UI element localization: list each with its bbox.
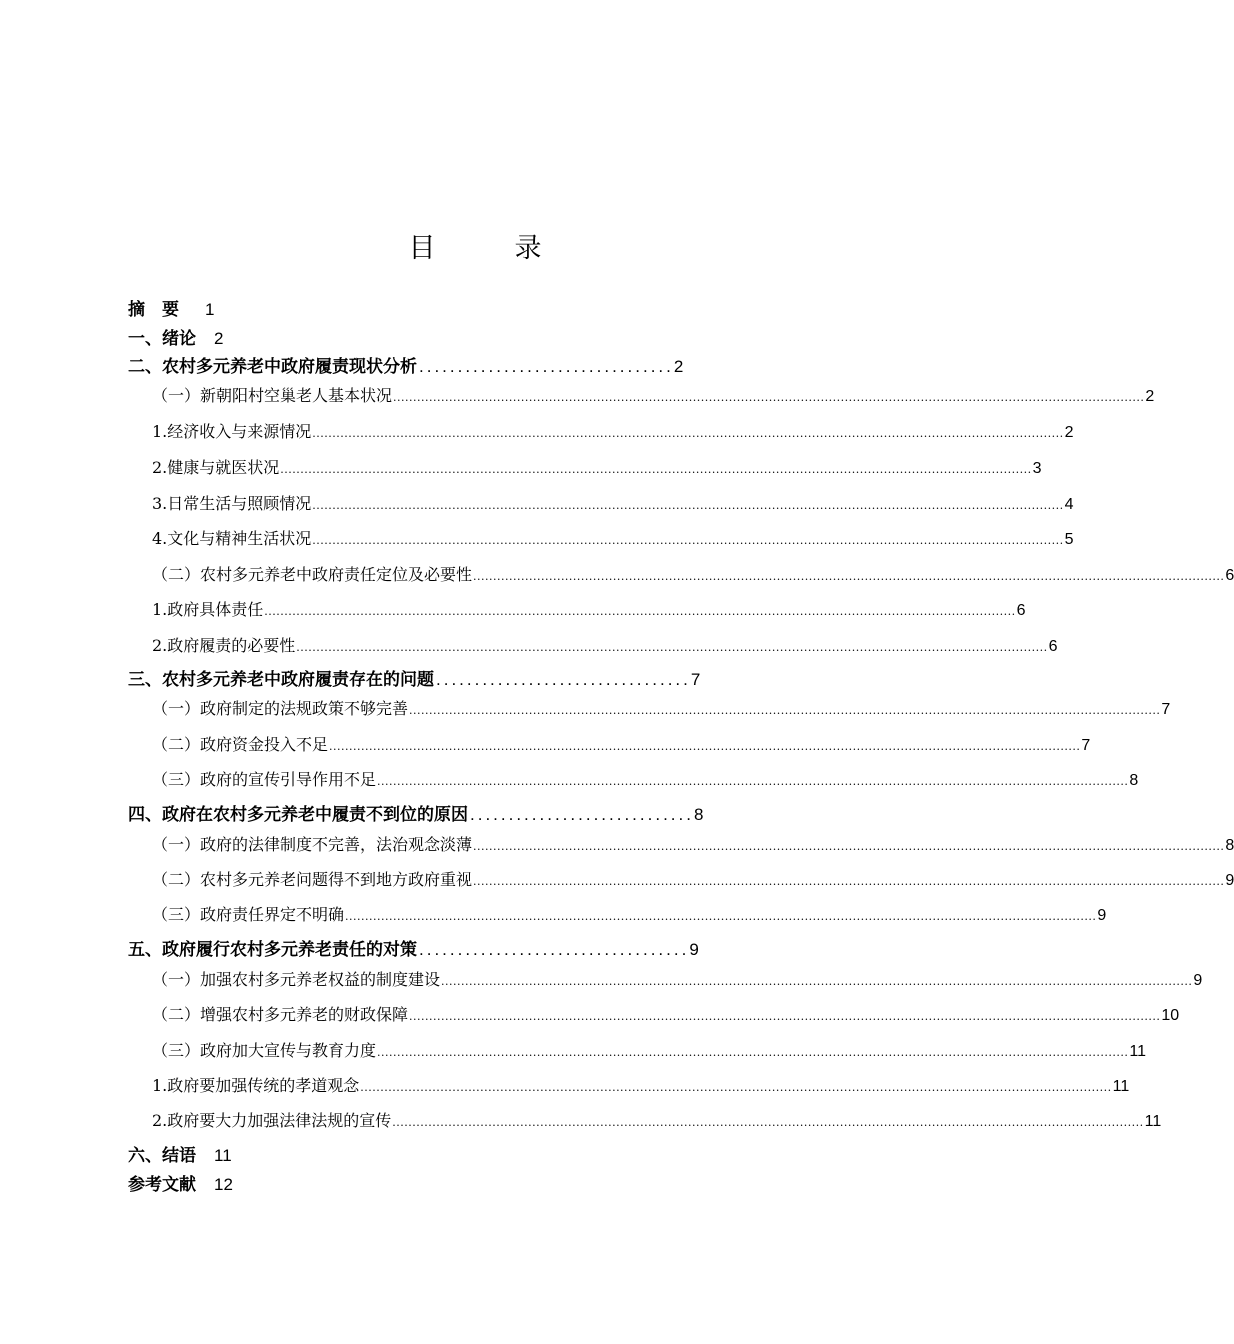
toc-leader-dots: ............................................................................................................................................................................................ (409, 704, 1161, 717)
toc-entry-page: 3 (1032, 460, 1042, 477)
toc-leader-dots: ............................................................................................................................................................................................ (312, 499, 1064, 512)
toc-entry-5-1[interactable] (152, 967, 1203, 990)
toc-entry-4-3[interactable] (152, 902, 1107, 925)
toc-entry-label: 四、政府在农村多元养老中履责不到位的原因 (128, 805, 468, 825)
toc-entry-page: 2 (1145, 388, 1155, 405)
toc-leader-dots: ............................................................................................................................................................................................ (473, 840, 1225, 853)
toc-entry-4-2[interactable] (152, 867, 1234, 890)
toc-leader-dots: ............................. (470, 805, 694, 824)
toc-entry-4-1[interactable] (152, 832, 1234, 855)
toc-entry-page: 7 (1081, 737, 1091, 754)
toc-entry-page: 8 (1129, 772, 1139, 789)
toc-leader-dots: ............................................................................................................................................................................................ (473, 875, 1225, 888)
toc-entry-page: 2 (1064, 424, 1074, 441)
toc-entry-5-3-1[interactable] (152, 1073, 1130, 1096)
toc-entry-label: 2.政府要大力加强法律法规的宣传 (152, 1111, 392, 1130)
toc-leader-dots: ............................................................................................................................................................................................ (360, 1081, 1112, 1094)
toc-leader-dots: ............................................................................................................................................................................................ (280, 463, 1032, 476)
toc-entry-page: 2 (214, 329, 224, 348)
toc-entry-2-2[interactable] (152, 562, 1234, 585)
toc-entry-5-3[interactable] (152, 1038, 1146, 1061)
toc-entry-section-2[interactable] (128, 352, 683, 377)
toc-entry-references[interactable] (128, 1170, 233, 1195)
toc-leader-dots: ............................................................................................................................................................................................ (312, 534, 1064, 547)
toc-entry-label: 一、绪论 (128, 329, 196, 349)
toc-entry-page: 9 (1193, 972, 1203, 989)
toc-entry-3-1[interactable] (152, 696, 1171, 719)
toc-leader-dots: ............................................................................................................................................................................................ (377, 775, 1129, 788)
toc-leader-dots: ............................................................................................................................................................................................ (393, 391, 1145, 404)
toc-entry-label: 参考文献 (128, 1175, 196, 1195)
toc-entry-2-1-4[interactable] (152, 526, 1074, 549)
toc-entry-page: 9 (1097, 907, 1107, 924)
toc-entry-label: （三）政府的宣传引导作用不足 (152, 770, 377, 789)
toc-entry-page: 6 (1048, 638, 1058, 655)
toc-entry-page: 12 (214, 1175, 233, 1194)
toc-leader-dots: ............................................................................................................................................................................................ (392, 1116, 1144, 1129)
toc-entry-label: 二、农村多元养老中政府履责现状分析 (128, 357, 417, 377)
toc-entry-conclusion[interactable] (128, 1141, 232, 1166)
toc-entry-5-2[interactable] (152, 1002, 1180, 1025)
toc-entry-2-2-2[interactable] (152, 633, 1058, 656)
toc-entry-label: 1.政府要加强传统的孝道观念 (152, 1076, 360, 1095)
toc-entry-2-1-3[interactable] (152, 491, 1074, 514)
toc-entry-page: 11 (1129, 1043, 1146, 1060)
toc-leader-dots: ................................. (436, 670, 691, 689)
toc-entry-label: （二）增强农村多元养老的财政保障 (152, 1005, 409, 1024)
toc-entry-page: 7 (1161, 701, 1171, 718)
toc-entry-section-4[interactable] (128, 800, 703, 825)
toc-entry-3-2[interactable] (152, 732, 1091, 755)
toc-leader-dots: ............................................................................................................................................................................................ (345, 910, 1097, 923)
toc-entry-label: 三、农村多元养老中政府履责存在的问题 (128, 670, 434, 690)
toc-entry-page: 8 (1225, 837, 1234, 854)
toc-entry-label: 2.政府履责的必要性 (152, 636, 296, 655)
toc-entry-introduction[interactable] (128, 324, 223, 349)
toc-entry-page: 7 (690, 670, 701, 689)
toc-entry-2-1-1[interactable] (152, 419, 1074, 442)
toc-entry-section-3[interactable] (128, 665, 700, 690)
toc-entry-label: 六、结语 (128, 1146, 196, 1166)
toc-leader-dots: ............................................................................................................................................................................................ (409, 1010, 1161, 1023)
toc-leader-dots: ................................. (419, 357, 674, 376)
toc-entry-label: 2.健康与就医状况 (152, 458, 280, 477)
toc-entry-label: 五、政府履行农村多元养老责任的对策 (128, 940, 417, 960)
toc-title: 目 录 (408, 233, 568, 264)
toc-entry-label: 3.日常生活与照顾情况 (152, 494, 312, 513)
toc-entry-page: 4 (1064, 496, 1074, 513)
toc-entry-section-5[interactable] (128, 935, 699, 960)
toc-entry-page: 9 (1225, 872, 1234, 889)
toc-leader-dots: ............................................................................................................................................................................................ (329, 740, 1081, 753)
toc-entry-label: 1.政府具体责任 (152, 600, 264, 619)
toc-entry-page: 2 (673, 357, 684, 376)
toc-entry-label: （一）加强农村多元养老权益的制度建设 (152, 970, 441, 989)
toc-entry-label: 摘 要 (128, 300, 179, 320)
toc-leader-dots: ............................................................................................................................................................................................ (441, 975, 1193, 988)
toc-entry-page: 8 (693, 805, 704, 824)
toc-leader-dots: ............................................................................................................................................................................................ (264, 605, 1016, 618)
toc-entry-5-3-2[interactable] (152, 1108, 1162, 1131)
toc-leader-dots: ................................... (419, 940, 690, 959)
toc-entry-2-1-2[interactable] (152, 455, 1042, 478)
toc-entry-page: 6 (1225, 567, 1234, 584)
toc-leader-dots: ............................................................................................................................................................................................ (473, 570, 1225, 583)
toc-entry-label: （一）政府的法律制度不完善，法治观念淡薄 (152, 835, 473, 854)
toc-entry-label: （三）政府加大宣传与教育力度 (152, 1041, 377, 1060)
toc-entry-abstract[interactable] (128, 295, 214, 320)
toc-leader-dots: ............................................................................................................................................................................................ (296, 641, 1048, 654)
toc-entry-3-3[interactable] (152, 767, 1139, 790)
toc-entry-label: 4.文化与精神生活状况 (152, 529, 312, 548)
toc-entry-page: 11 (1144, 1113, 1162, 1130)
toc-entry-2-2-1[interactable] (152, 597, 1026, 620)
toc-entry-2-1[interactable] (152, 383, 1155, 406)
toc-entry-label: 1.经济收入与来源情况 (152, 422, 312, 441)
toc-entry-label: （二）农村多元养老问题得不到地方政府重视 (152, 870, 473, 889)
toc-entry-page: 11 (1112, 1078, 1130, 1095)
toc-leader-dots: ............................................................................................................................................................................................ (312, 427, 1064, 440)
toc-entry-label: （一）政府制定的法规政策不够完善 (152, 699, 409, 718)
toc-entry-page: 1 (205, 300, 215, 319)
toc-entry-page: 5 (1064, 531, 1074, 548)
toc-entry-page: 9 (689, 940, 699, 959)
toc-leader-dots: ............................................................................................................................................................................................ (377, 1046, 1129, 1059)
toc-entry-label: （三）政府责任界定不明确 (152, 905, 345, 924)
toc-entry-label: （二）政府资金投入不足 (152, 735, 329, 754)
toc-entry-page: 10 (1161, 1007, 1180, 1024)
toc-entry-page: 6 (1016, 602, 1026, 619)
toc-entry-label: （二）农村多元养老中政府责任定位及必要性 (152, 565, 473, 584)
toc-entry-page: 11 (214, 1146, 232, 1165)
toc-entry-label: （一）新朝阳村空巢老人基本状况 (152, 386, 393, 405)
